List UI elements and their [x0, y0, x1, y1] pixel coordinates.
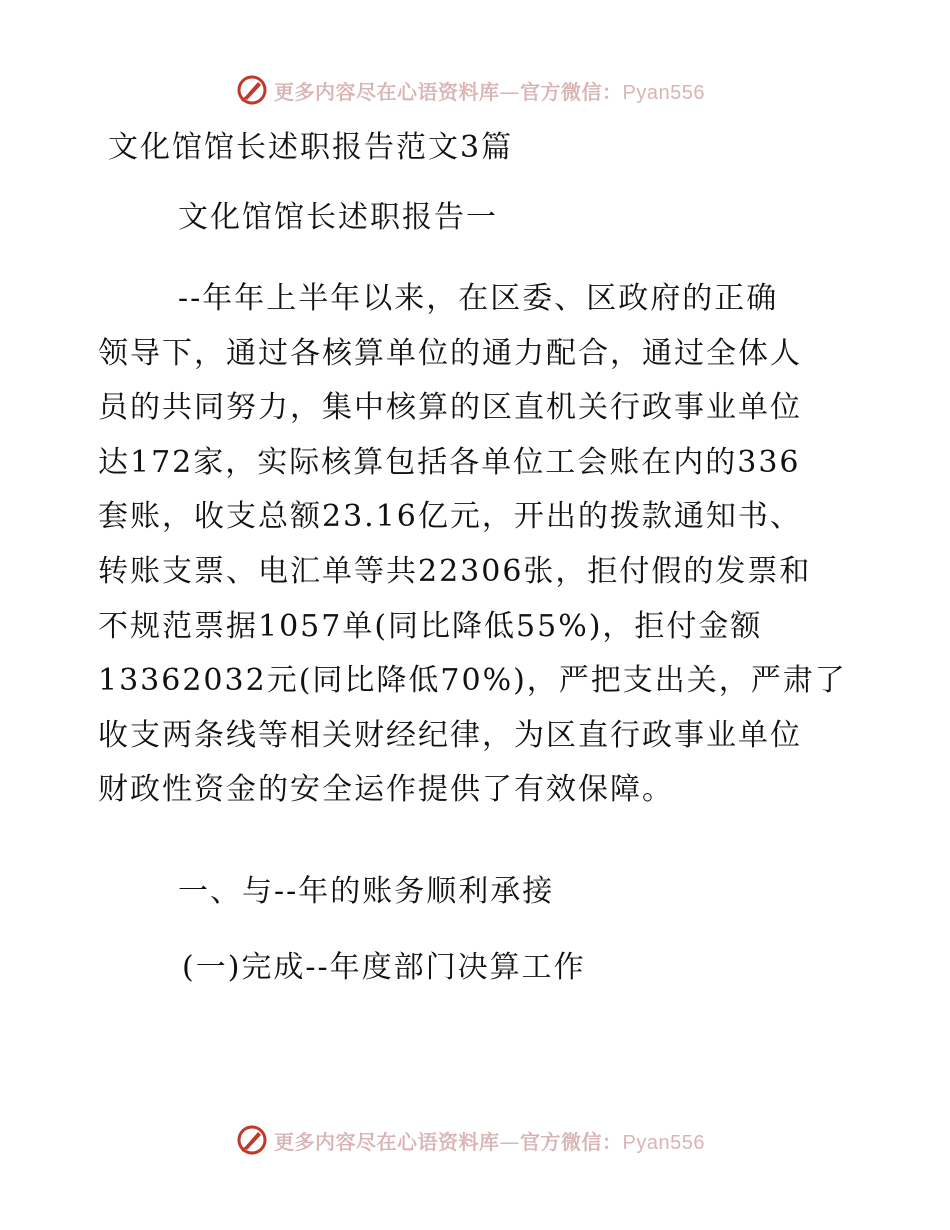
banner-wechat-label: 官方微信： — [520, 1129, 623, 1154]
footer-banner — [236, 1122, 705, 1158]
paragraph-line: 转账支票、电汇单等共22306张，拒付假的发票和 — [98, 553, 812, 589]
paragraph-line: 13362032元(同比降低70%)，严把支出关，严肃了 — [98, 663, 847, 699]
paragraph-line: 财政性资金的安全运作提供了有效保障。 — [98, 772, 674, 808]
banner-wechat-id: Pyan556 — [622, 1131, 705, 1154]
quill-circle-icon — [236, 74, 268, 106]
body-paragraph — [98, 272, 858, 818]
banner-wechat-id: Pyan556 — [622, 81, 705, 104]
subheading-final-accounts: (一)完成--年度部门决算工作 — [182, 950, 586, 985]
banner-wechat-label: 官方微信： — [520, 79, 623, 104]
banner-separator: — — [499, 1129, 520, 1154]
banner-main-text: 更多内容尽在心语资料库 — [274, 79, 500, 104]
paragraph-line: 领导下，通过各核算单位的通力配合，通过全体人 — [98, 335, 802, 371]
paragraph-line: --年年上半年以来，在区委、区政府的正确 — [178, 281, 779, 316]
header-banner — [236, 72, 705, 108]
paragraph-line: 员的共同努力，集中核算的区直机关行政事业单位 — [98, 390, 802, 426]
paragraph-line: 达172家，实际核算包括各单位工会账在内的336 — [98, 444, 801, 480]
section-heading: 文化馆馆长述职报告一 — [178, 200, 498, 235]
paragraph-line: 收支两条线等相关财经纪律，为区直行政事业单位 — [98, 717, 802, 753]
quill-circle-icon — [236, 1124, 268, 1156]
document-title: 文化馆馆长述职报告范文3篇 — [108, 130, 514, 165]
paragraph-line: 套账，收支总额23.16亿元，开出的拨款通知书、 — [98, 499, 802, 535]
paragraph-line: 不规范票据1057单(同比降低55%)，拒付金额 — [98, 608, 763, 644]
banner-main-text: 更多内容尽在心语资料库 — [274, 1129, 500, 1154]
banner-separator: — — [499, 79, 520, 104]
subheading-account-handover: 一、与--年的账务顺利承接 — [178, 874, 555, 909]
